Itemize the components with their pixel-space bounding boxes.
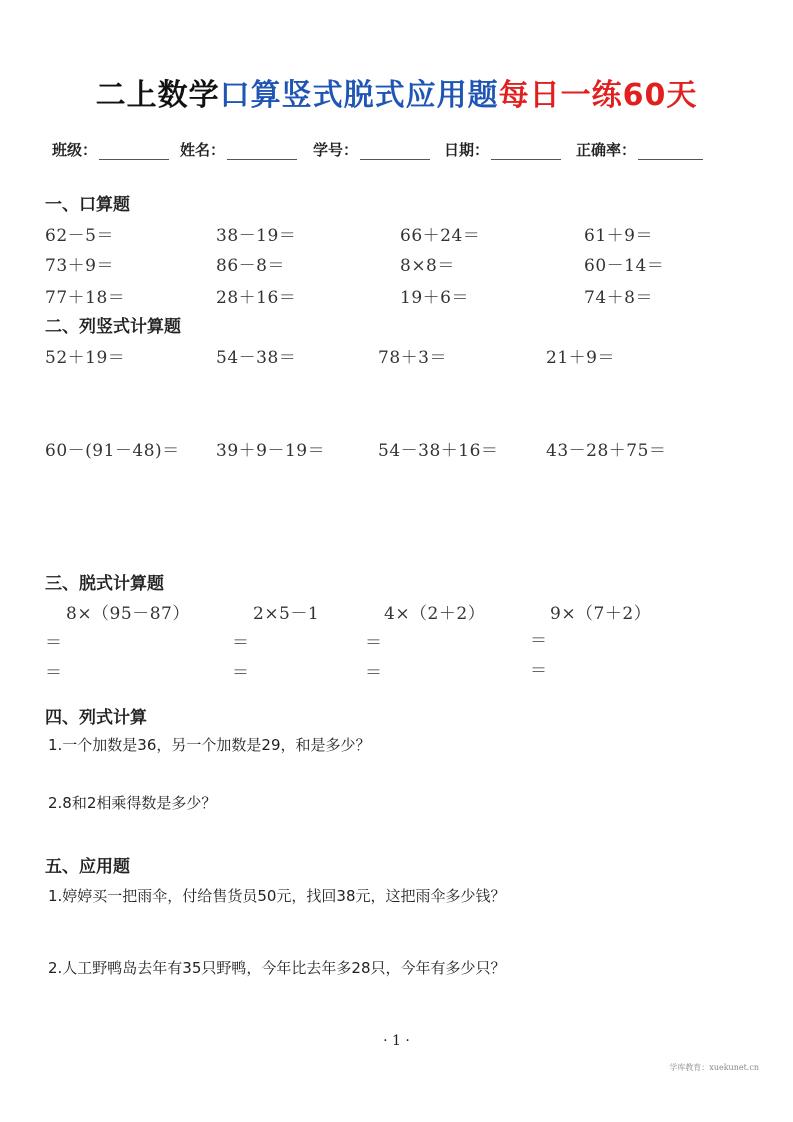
name-blank[interactable] xyxy=(227,143,297,160)
problem: 8×8＝ xyxy=(400,256,455,276)
date-blank[interactable] xyxy=(491,143,561,160)
class-blank[interactable] xyxy=(99,143,169,160)
problem: 60－(91－48)＝ xyxy=(45,441,180,461)
page-number: · 1 · xyxy=(383,1033,410,1049)
accuracy-field xyxy=(576,139,703,160)
section-vertical-calc-title: 二、列竖式计算题 xyxy=(45,317,181,337)
problem: 28＋16＝ xyxy=(216,288,297,308)
question-1: 1.婷婷买一把雨伞，付给售货员50元，找回38元，这把雨伞多少钱？ xyxy=(48,887,506,905)
title-part-daily: 每日一练60天 xyxy=(498,78,698,113)
problem: 62－5＝ xyxy=(45,226,114,246)
problem: 61＋9＝ xyxy=(584,226,653,246)
page-title xyxy=(0,70,793,114)
section-word-problem-title: 五、应用题 xyxy=(45,857,130,877)
accuracy-blank[interactable] xyxy=(638,143,703,160)
number-field xyxy=(313,139,430,160)
problem: 4×（2＋2） xyxy=(384,604,486,624)
date-label: 日期： xyxy=(444,141,490,159)
equals-sign: ＝ xyxy=(530,631,547,651)
equals-sign: ＝ xyxy=(365,633,382,653)
problem: 52＋19＝ xyxy=(45,348,126,368)
number-blank[interactable] xyxy=(360,143,430,160)
equals-sign: ＝ xyxy=(232,633,249,653)
problem: 2×5－1 xyxy=(253,604,320,624)
problem: 38－19＝ xyxy=(216,226,297,246)
question-2: 2.人工野鸭岛去年有35只野鸭，今年比去年多28只，今年有多少只？ xyxy=(48,959,506,977)
question-2: 2.8和2相乘得数是多少？ xyxy=(48,794,217,812)
number-label: 学号： xyxy=(313,141,359,159)
problem: 77＋18＝ xyxy=(45,288,126,308)
watermark: 学库教育：xuekunet.cn xyxy=(669,1063,759,1072)
title-part-grade: 二上数学 xyxy=(95,78,220,113)
section-step-calc-title: 三、脱式计算题 xyxy=(45,574,164,594)
question-1: 1.一个加数是36，另一个加数是29，和是多少？ xyxy=(48,736,371,754)
problem: 9×（7＋2） xyxy=(550,604,652,624)
section-expression-title: 四、列式计算 xyxy=(45,708,147,728)
problem: 60－14＝ xyxy=(584,256,665,276)
problem: 74＋8＝ xyxy=(584,288,653,308)
name-label: 姓名： xyxy=(180,141,226,159)
problem: 78＋3＝ xyxy=(378,348,447,368)
problem: 43－28＋75＝ xyxy=(546,441,667,461)
equals-sign: ＝ xyxy=(530,661,547,681)
problem: 73＋9＝ xyxy=(45,256,114,276)
problem: 19＋6＝ xyxy=(400,288,469,308)
accuracy-label: 正确率： xyxy=(576,141,637,159)
title-part-topics: 口算竖式脱式应用题 xyxy=(219,78,499,113)
problem: 39＋9－19＝ xyxy=(216,441,326,461)
equals-sign: ＝ xyxy=(45,633,62,653)
problem: 54－38＝ xyxy=(216,348,297,368)
class-label: 班级： xyxy=(52,141,98,159)
equals-sign: ＝ xyxy=(232,663,249,683)
date-field xyxy=(444,139,561,160)
section-mental-math-title: 一、口算题 xyxy=(45,195,130,215)
name-field xyxy=(180,139,297,160)
equals-sign: ＝ xyxy=(365,663,382,683)
equals-sign: ＝ xyxy=(45,663,62,683)
problem: 66＋24＝ xyxy=(400,226,481,246)
problem: 54－38＋16＝ xyxy=(378,441,499,461)
problem: 21＋9＝ xyxy=(546,348,615,368)
problem: 86－8＝ xyxy=(216,256,285,276)
class-field xyxy=(52,139,169,160)
problem: 8×（95－87） xyxy=(66,604,190,624)
